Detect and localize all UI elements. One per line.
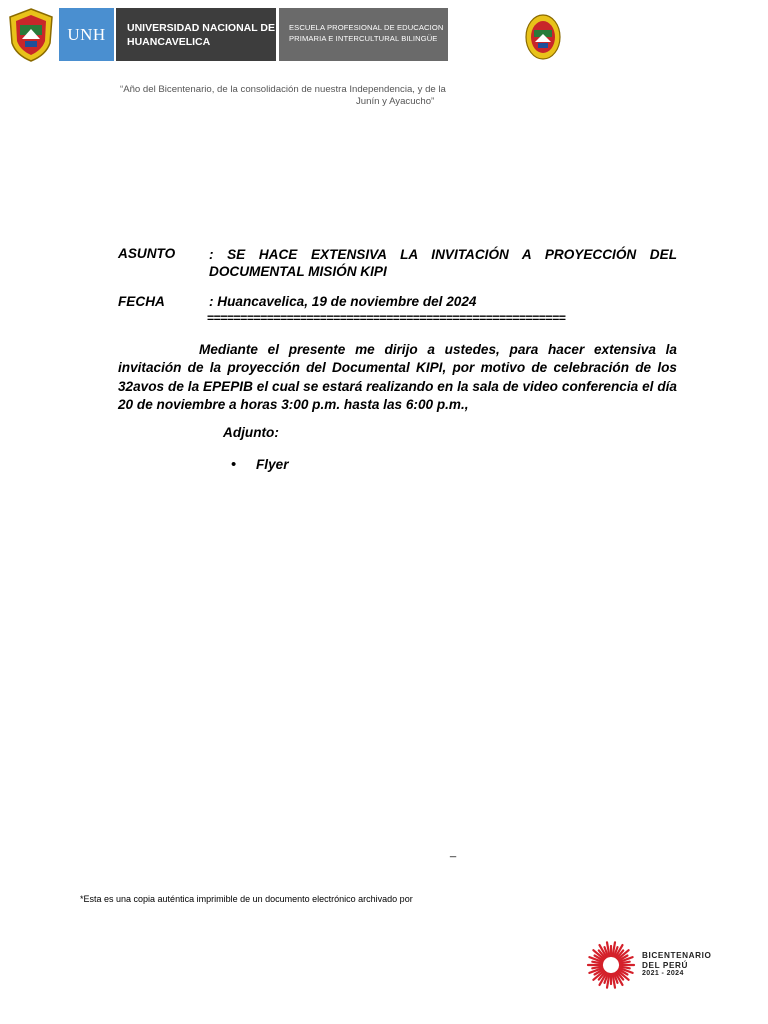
- bicentenario-logo-text: [642, 951, 712, 971]
- fecha-value: : Huancavelica, 19 de noviembre del 2024: [209, 294, 477, 309]
- unh-logo-text: UNH: [67, 24, 106, 44]
- university-seal-right-icon: [525, 14, 561, 60]
- university-seal-left-icon: [8, 7, 54, 63]
- bicentenario-emblem-icon: [586, 940, 636, 990]
- school-name-line2: PRIMARIA E INTERCULTURAL BILINGÜE: [289, 34, 438, 43]
- bicentenario-years: 2021 - 2024: [642, 970, 684, 977]
- attachment-item: Flyer: [256, 457, 289, 472]
- bicentenario-line1: BICENTENARIO: [642, 951, 712, 960]
- unh-logo: [59, 8, 114, 61]
- body-paragraph: [118, 341, 677, 414]
- motto-line-1: “Año del Bicentenario, de la consolidación de nuestra Independencia, y de la: [120, 84, 446, 95]
- university-name-banner: [116, 8, 276, 61]
- footer-note: *Esta es una copia auténtica imprimible de un documento electrónico archivado por: [80, 894, 413, 904]
- university-name-line2: HUANCAVELICA: [127, 36, 211, 48]
- university-name-line1: UNIVERSIDAD NACIONAL DE: [127, 22, 275, 34]
- school-name-line1: ESCUELA PROFESIONAL DE EDUCACION: [289, 23, 444, 32]
- separator-line: ======================================================: [207, 311, 566, 325]
- body-paragraph-text: Mediante el presente me dirijo a ustedes, para hacer extensiva la invitación de la proyección del Documental KIPI, por motivo de celebración de los 32avos de la EPEPIB el cual se estará realizando en la sala de video conferencia el día 20 de noviembre a horas 3:00 p.m. hasta las 6:00 p.m.,: [118, 342, 677, 412]
- asunto-label: ASUNTO: [118, 246, 176, 261]
- asunto-value-line2: DOCUMENTAL MISIÓN KIPI: [209, 264, 387, 279]
- fecha-label: FECHA: [118, 294, 165, 309]
- asunto-value-line1: : SE HACE EXTENSIVA LA INVITACIÓN A PROYECCIÓN DEL: [209, 247, 677, 262]
- signature-dash: _: [450, 846, 457, 858]
- adjunto-label: Adjunto:: [223, 425, 279, 440]
- motto-line-2: Junín y Ayacucho”: [356, 96, 435, 107]
- bullet-icon: •: [231, 456, 237, 473]
- bicentenario-line2: DEL PERÚ: [642, 961, 689, 970]
- school-name-banner: [279, 8, 448, 61]
